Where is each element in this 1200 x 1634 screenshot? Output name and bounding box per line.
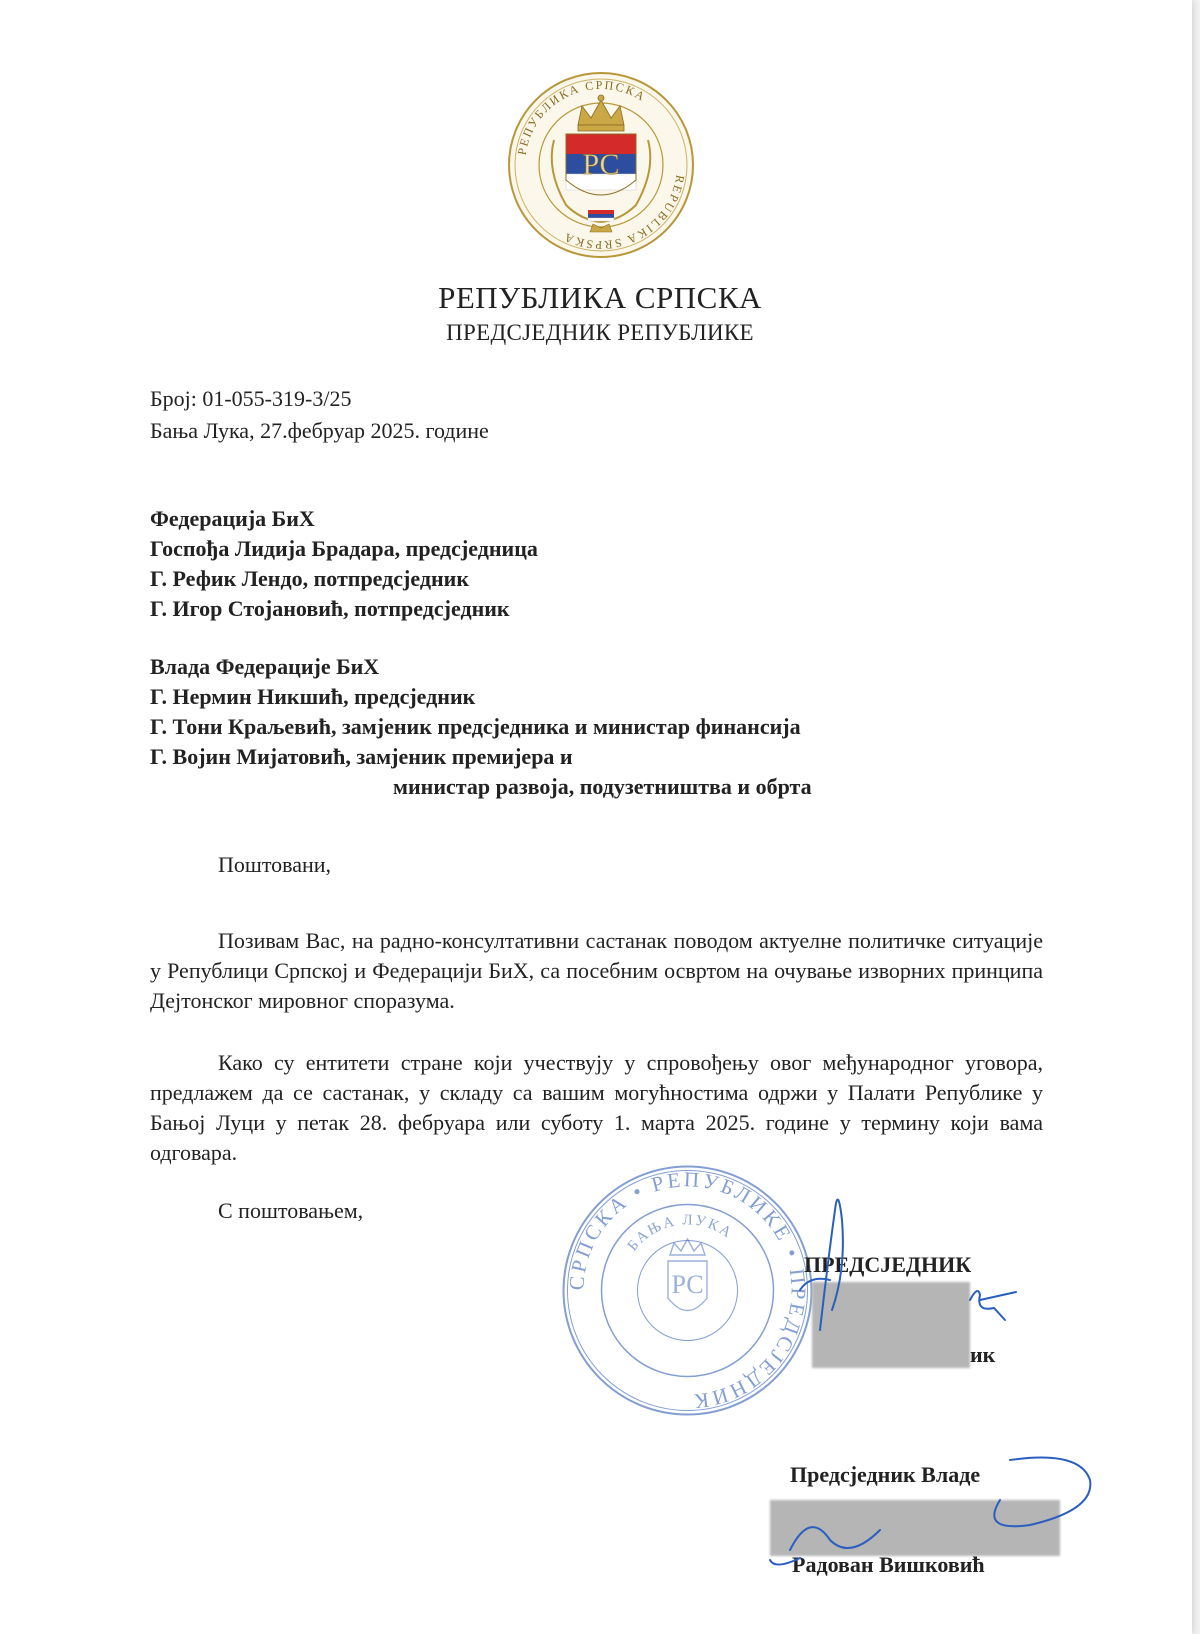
official-stamp: [560, 1163, 815, 1418]
government-title: Предсједник Владе: [790, 1462, 981, 1487]
emblem-ring-text-right: REPUBLIKA SRPSKA: [560, 173, 688, 253]
body-paragraph-1: Позивам Вас, на радно-консултативни састанак поводом актуелне политичке ситуације у Републици Српској и Федерацији БиХ, са посебним освртом на очување изворних принципа Дејтонског мировног споразума.: [150, 928, 1043, 1013]
government-name: Радован Вишковић: [792, 1552, 985, 1577]
recipient-line: Г. Нермин Никшић, предсједник: [150, 684, 476, 709]
redaction-box: [770, 1500, 1060, 1556]
recipient-line: Федерација БиХ: [150, 506, 315, 531]
recipient-line: министар развоја, подузетништва и обрта: [393, 774, 812, 799]
coat-of-arms-emblem: [506, 70, 696, 260]
closing: С поштовањем,: [218, 1198, 364, 1223]
emblem-ring-text-left: РЕПУБЛИКА СРПСКА: [514, 77, 649, 156]
redaction-box: [812, 1282, 970, 1368]
recipient-line: Г. Тони Краљевић, замјеник предсједника и министар финансија: [150, 714, 801, 739]
svg-text:РС: РС: [671, 1270, 704, 1299]
body-paragraph-2: Како су ентитети стране који учествују у спровођењу овог међународног уговора, предлажем да се састанак, у складу са вашим могућностима одржи у Палати Републике у Бањој Луци у петак 28. фебруара или суботу 1. марта 2025. године у термину који вама одговара.: [150, 1050, 1043, 1165]
stamp-inner-text: БАЊА ЛУКА: [624, 1212, 736, 1255]
stamp-outer-text: СРПСКА • РЕПУБЛИКЕ • ПРЕДСЈЕДНИК: [564, 1167, 811, 1414]
president-name-partial: ик: [970, 1342, 996, 1367]
document-title: РЕПУБЛИКА СРПСКА: [438, 280, 762, 315]
reference-number: Број: 01-055-319-3/25: [150, 386, 352, 411]
recipient-line: Влада Федерације БиХ: [150, 654, 380, 679]
place-date: Бања Лука, 27.фебруар 2025. године: [150, 418, 489, 443]
recipient-line: Г. Рефик Лендо, потпредсједник: [150, 566, 470, 591]
stamp-center-emblem: [668, 1239, 707, 1311]
document-subtitle: ПРЕДСЈЕДНИК РЕПУБЛИКЕ: [446, 320, 754, 345]
recipient-line: Г. Игор Стојановић, потпредсједник: [150, 596, 510, 621]
salutation: Поштовани,: [218, 852, 332, 877]
emblem-monogram: РС: [582, 148, 620, 181]
president-title: ПРЕДСЈЕДНИК: [804, 1252, 972, 1277]
recipient-line: Госпођа Лидија Брадара, предсједница: [150, 536, 538, 561]
recipient-line: Г. Војин Мијатовић, замјеник премијера и: [150, 744, 573, 769]
